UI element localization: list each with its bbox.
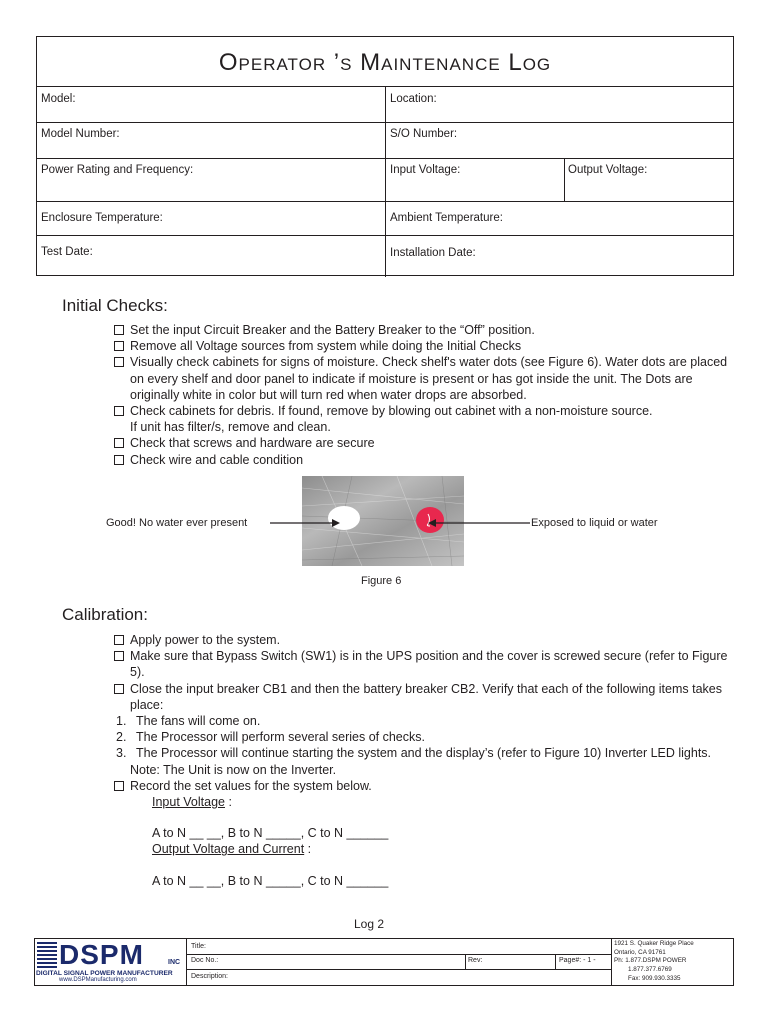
divider: [465, 954, 466, 969]
output-voltage-heading: Output Voltage and Current :: [152, 842, 312, 857]
enclosure-temperature-field[interactable]: Enclosure Temperature:: [41, 212, 163, 224]
title-field[interactable]: Title:: [191, 943, 206, 950]
doc-no-field[interactable]: Doc No.:: [191, 957, 219, 964]
note-text: Note: The Unit is now on the Inverter.: [130, 762, 337, 777]
checklist-item[interactable]: Make sure that Bypass Switch (SW1) is in the UPS position and the cover is screwed secure (refer to Figure 5).: [112, 648, 742, 680]
divider: [611, 939, 612, 985]
divider: [564, 158, 565, 201]
checkbox[interactable]: [114, 684, 124, 694]
footer-title-block: [34, 938, 734, 986]
figure-caption: Figure 6: [361, 575, 402, 587]
arrows: [268, 515, 538, 531]
wet-dot-label: Exposed to liquid or water: [531, 517, 658, 529]
divider: [187, 969, 611, 970]
logo-stripes: [37, 942, 57, 968]
numbered-step: 3. The Processor will continue starting the system and the display’s (refer to Figure 10) Inverter LED lights.: [116, 746, 712, 761]
checkbox[interactable]: [114, 455, 124, 465]
header-table: [36, 36, 734, 276]
test-date-field[interactable]: Test Date:: [41, 246, 93, 258]
checkbox[interactable]: [114, 781, 124, 791]
checkbox[interactable]: [114, 357, 124, 367]
checkbox[interactable]: [114, 406, 124, 416]
model-number-field[interactable]: Model Number:: [41, 128, 120, 140]
page-title: Operator ’s Maintenance Log: [37, 37, 733, 87]
checklist-item[interactable]: Set the input Circuit Breaker and the Battery Breaker to the “Off” position.: [112, 322, 742, 338]
divider: [385, 87, 386, 277]
calibration-list: [112, 632, 742, 889]
divider: [187, 954, 611, 955]
power-rating-field[interactable]: Power Rating and Frequency:: [41, 164, 194, 176]
output-voltage-readings[interactable]: A to N __ __, B to N _____, C to N ______: [152, 873, 389, 888]
input-voltage-heading: Input Voltage :: [152, 795, 232, 810]
log-label: Log 2: [354, 917, 385, 931]
checklist-item[interactable]: Record the set values for the system below.: [112, 778, 742, 794]
location-field[interactable]: Location:: [390, 93, 437, 105]
checklist-item-continuation: If unit has filter/s, remove and clean.: [130, 420, 331, 435]
page-number: Page#: - 1 -: [559, 957, 596, 964]
installation-date-field[interactable]: Installation Date:: [390, 247, 476, 259]
divider: [555, 954, 556, 969]
checkbox[interactable]: [114, 651, 124, 661]
initial-checks-list: [112, 322, 742, 468]
numbered-step: 2. The Processor will perform several series of checks.: [116, 730, 425, 745]
checkbox[interactable]: [114, 438, 124, 448]
calibration-heading: Calibration:: [62, 605, 148, 624]
checklist-item[interactable]: Check that screws and hardware are secure: [112, 435, 742, 451]
so-number-field[interactable]: S/O Number:: [390, 128, 458, 140]
checklist-item[interactable]: Apply power to the system.: [112, 632, 742, 648]
checkbox[interactable]: [114, 635, 124, 645]
checklist-item[interactable]: Check wire and cable condition: [112, 452, 742, 468]
logo-inc: INC: [168, 959, 181, 966]
checklist-item[interactable]: Remove all Voltage sources from system while doing the Initial Checks: [112, 338, 742, 354]
description-field[interactable]: Description:: [191, 973, 228, 980]
checkbox[interactable]: [114, 341, 124, 351]
model-field[interactable]: Model:: [41, 93, 76, 105]
input-voltage-readings[interactable]: A to N __ __, B to N _____, C to N ______: [152, 826, 389, 841]
input-voltage-field[interactable]: Input Voltage:: [390, 164, 461, 176]
checklist-item[interactable]: Close the input breaker CB1 and then the battery breaker CB2. Verify that each of the following items takes place:: [112, 681, 742, 713]
logo-wordmark: DSPM: [59, 939, 144, 970]
rev-field[interactable]: Rev:: [468, 957, 483, 964]
company-website: www.DSPManufacturing.com: [59, 977, 137, 983]
company-logo: [35, 939, 187, 985]
output-voltage-field[interactable]: Output Voltage:: [568, 164, 648, 176]
checklist-item[interactable]: Check cabinets for debris. If found, remove by blowing out cabinet with a non-moisture source.: [112, 403, 742, 419]
checklist-item[interactable]: Visually check cabinets for signs of moisture. Check shelf's water dots (see Figure 6). Water dots are placed on every shelf and door panel to indicate if moisture is present or has got inside the unit. The Dots are originally white in color but will turn red when water drops are absorbed.: [112, 354, 742, 403]
ambient-temperature-field[interactable]: Ambient Temperature:: [390, 212, 503, 224]
dry-dot-label: Good! No water ever present: [106, 517, 248, 529]
company-address: 1921 S. Quaker Ridge Place Ontario, CA 91761 Ph: 1.877.DSPM POWER 1.877.377.6769 Fax: 909.930.3335: [614, 940, 694, 982]
initial-checks-heading: Initial Checks:: [62, 296, 168, 315]
checkbox[interactable]: [114, 325, 124, 335]
company-name: DIGITAL SIGNAL POWER MANUFACTURER: [36, 970, 173, 977]
numbered-step: 1. The fans will come on.: [116, 714, 261, 729]
